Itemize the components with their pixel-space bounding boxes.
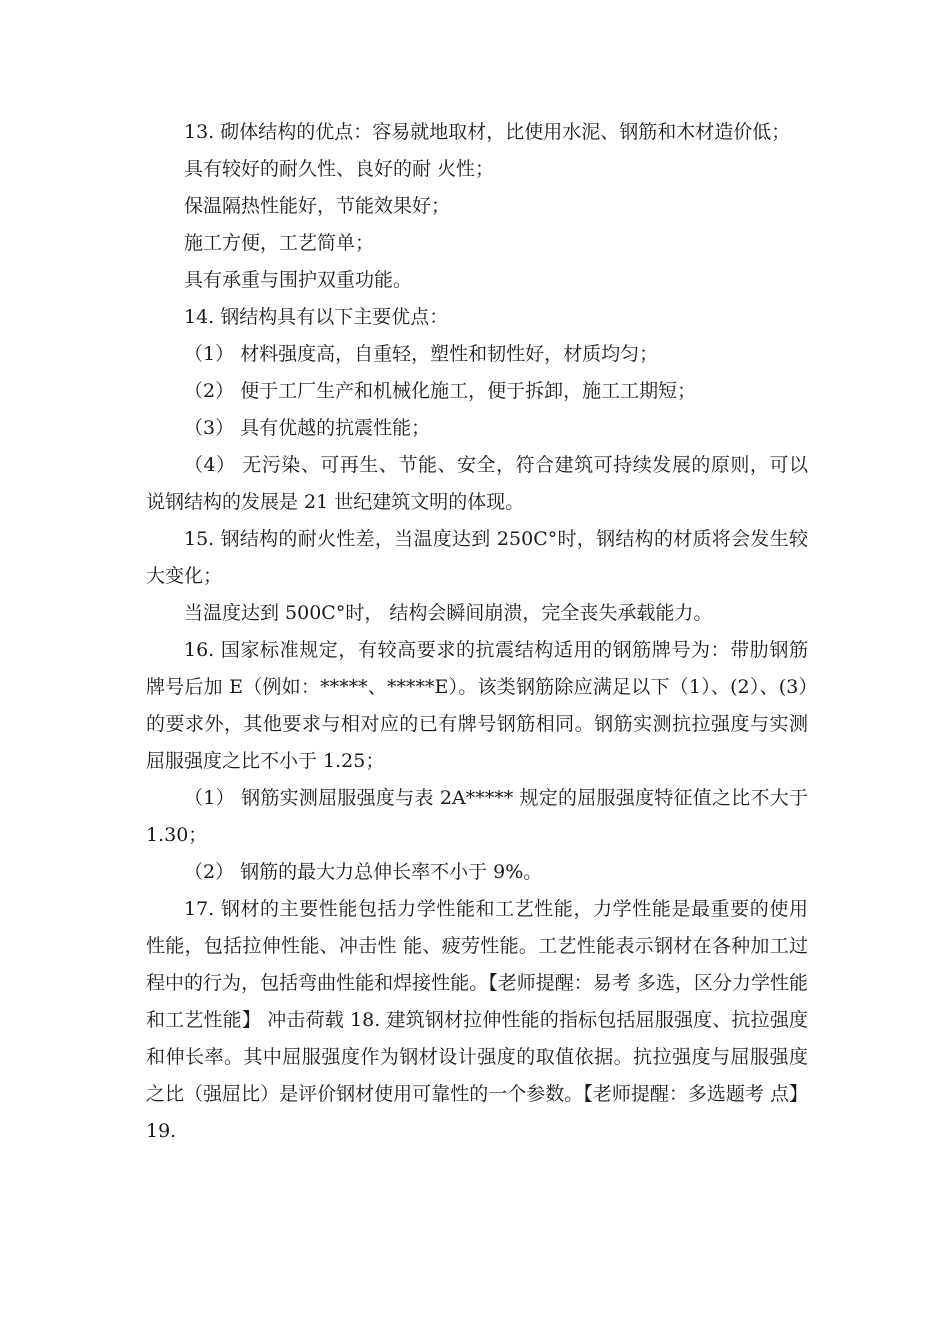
list-item-rebar-1: （1） 钢筋实测屈服强度与表 2A***** 规定的屈服强度特征值之比不大于 1.30； xyxy=(146,787,808,846)
list-item-steel-4: （4） 无污染、可再生、节能、安全，符合建筑可持续发展的原则，可以说钢结构的发展是 21 世纪建筑文明的体现。 xyxy=(146,454,808,513)
paragraph-16-seismic-rebar: 16. 国家标准规定，有较高要求的抗震结构适用的钢筋牌号为：带肋钢筋牌号后加 E（例如：*****、*****E）。该类钢筋除应满足以下（1）、(2）、(3）的要求外，其他要求与相对应的已有牌号钢筋相同。钢筋实测抗拉强度与实测屈服强度之比不小于 1.25； xyxy=(146,639,808,772)
paragraph-13-masonry-advantages: 13. 砌体结构的优点：容易就地取材，比使用水泥、钢筋和木材造价低； xyxy=(184,121,791,143)
paragraph-15-fire-resistance: 15. 钢结构的耐火性差，当温度达到 250C°时，钢结构的材质将会发生较大变化； xyxy=(146,528,808,587)
document-body xyxy=(146,114,808,1150)
paragraph-14-steel-advantages: 14. 钢结构具有以下主要优点： xyxy=(184,306,449,328)
list-item-steel-2: （2） 便于工厂生产和机械化施工，便于拆卸，施工工期短； xyxy=(184,380,697,402)
paragraph-insulation: 保温隔热性能好，节能效果好； xyxy=(184,195,451,217)
paragraph-17-steel-properties: 17. 钢材的主要性能包括力学性能和工艺性能，力学性能是最重要的使用性能，包括拉伸性能、冲击性 能、疲劳性能。工艺性能表示钢材在各种加工过程中的行为，包括弯曲性能和焊接性能。【老师提醒：易考 多选，区分力学性能和工艺性能】 冲击荷载 18. 建筑钢材拉伸性能的指标包括屈服强度、抗拉强度和伸长率。其中屈服强度作为钢材设计强度的取值依据。抗拉强度与屈服强度之比（强屈比）是评价钢材使用可靠性的一个参数。【老师提醒：多选题考 点】 19. xyxy=(146,898,808,1142)
paragraph-construction: 施工方便，工艺简单； xyxy=(184,232,375,254)
paragraph-durability: 具有较好的耐久性、良好的耐 火性； xyxy=(184,158,495,180)
paragraph-load-bearing: 具有承重与围护双重功能。 xyxy=(184,269,413,291)
list-item-steel-1: （1） 材料强度高，自重轻，塑性和韧性好，材质均匀； xyxy=(184,343,659,365)
paragraph-500c-collapse: 当温度达到 500C°时， 结构会瞬间崩溃，完全丧失承载能力。 xyxy=(184,602,713,624)
list-item-rebar-2: （2） 钢筋的最大力总伸长率不小于 9%。 xyxy=(184,861,543,883)
list-item-steel-3: （3） 具有优越的抗震性能； xyxy=(184,417,431,439)
